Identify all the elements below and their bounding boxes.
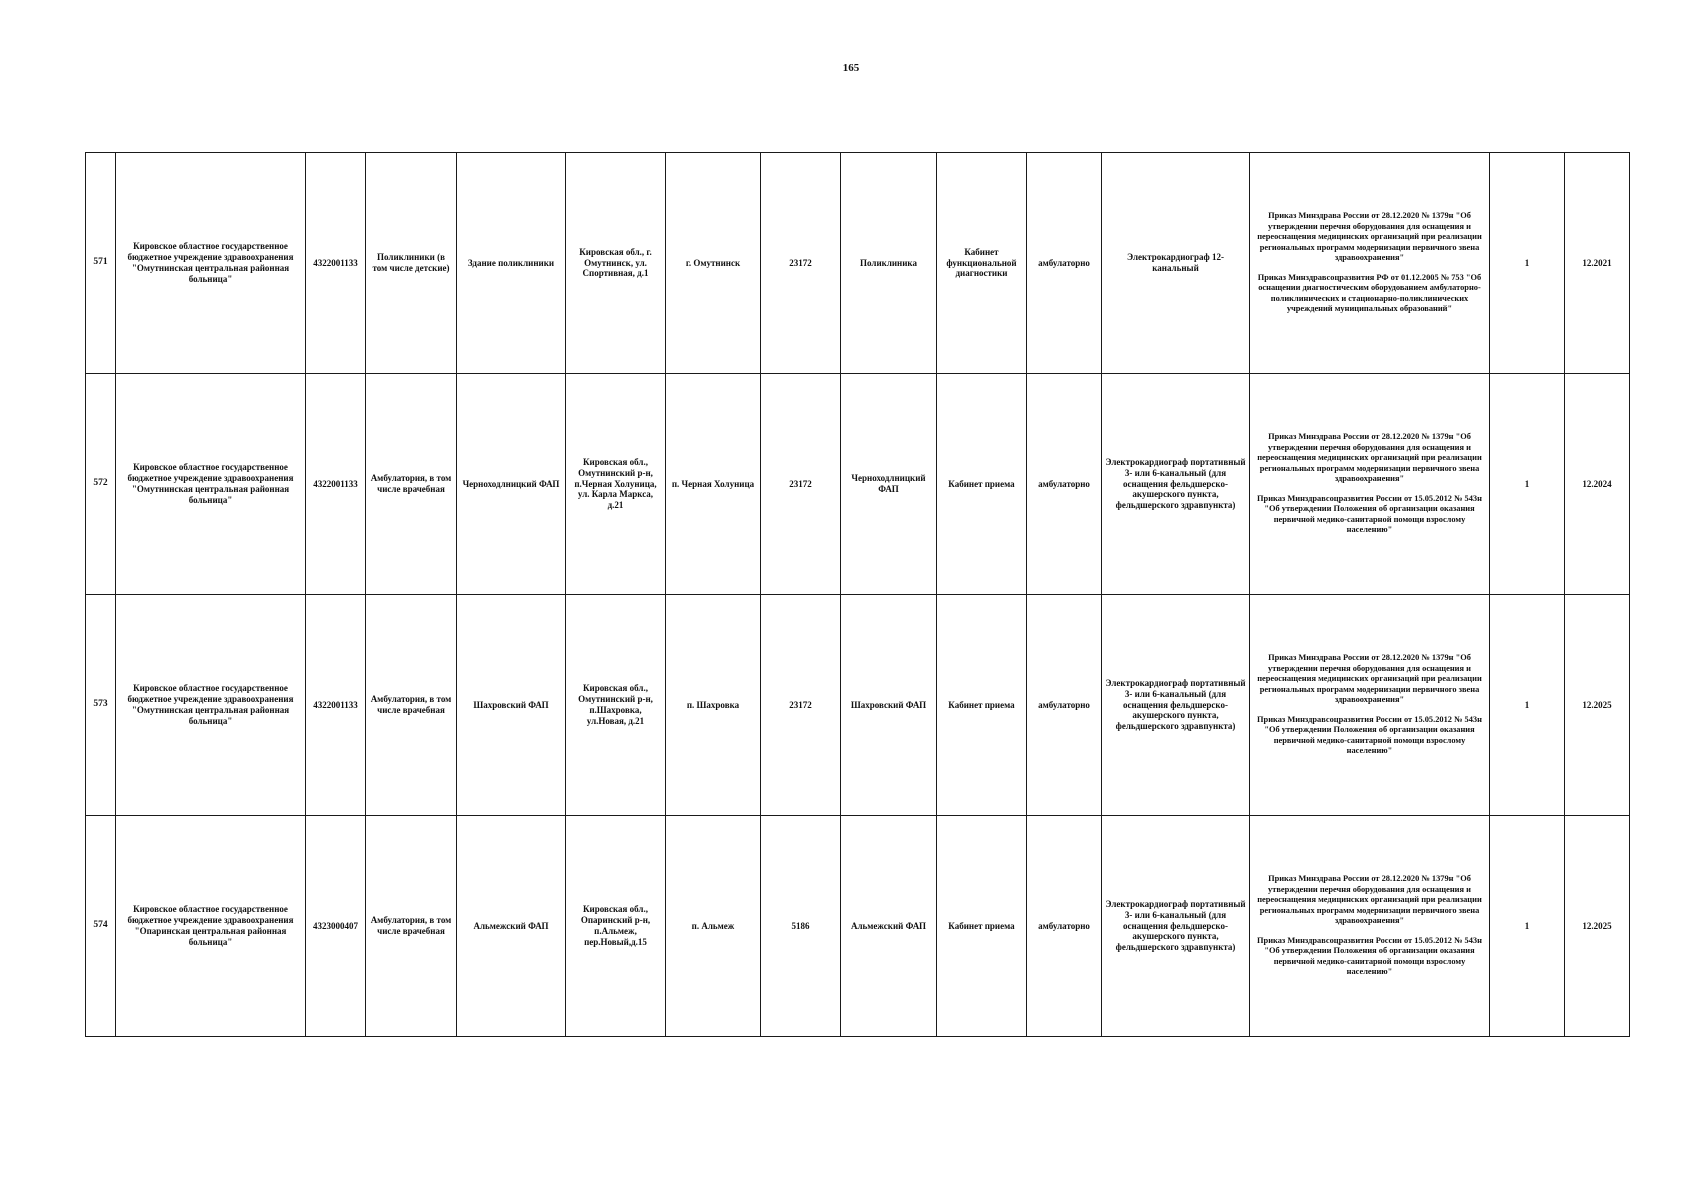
- address-cell: Кировская обл., Опаринский р-н, п.Альмеж, пер.Новый,д.15: [566, 816, 666, 1037]
- population-cell: 23172: [761, 153, 841, 374]
- inn-cell: 4322001133: [306, 374, 366, 595]
- row-number: 572: [86, 374, 116, 595]
- equipment-table: [85, 152, 1630, 1037]
- equipment-cell: Электрокардиограф портативный 3- или 6-канальный (для оснащения фельдшерско-акушерского пункта, фельдшерского здравпункта): [1102, 816, 1250, 1037]
- room-cell: Кабинет приема: [937, 374, 1027, 595]
- care-form-cell: амбулаторно: [1027, 595, 1102, 816]
- quantity-cell: 1: [1490, 374, 1565, 595]
- care-form-cell: амбулаторно: [1027, 153, 1102, 374]
- subdivision-cell: Черноходлницкий ФАП: [841, 374, 937, 595]
- organization-cell: Кировское областное государственное бюджетное учреждение здравоохранения "Омутнинская центральная районная больница": [116, 595, 306, 816]
- population-cell: 23172: [761, 595, 841, 816]
- building-cell: Здание поликлиники: [457, 153, 566, 374]
- population-cell: 5186: [761, 816, 841, 1037]
- building-cell: Шахровский ФАП: [457, 595, 566, 816]
- organization-cell: Кировское областное государственное бюджетное учреждение здравоохранения "Опаринская центральная районная больница": [116, 816, 306, 1037]
- room-cell: Кабинет приема: [937, 595, 1027, 816]
- organization-cell: Кировское областное государственное бюджетное учреждение здравоохранения "Омутнинская центральная районная больница": [116, 374, 306, 595]
- page-number: 165: [842, 62, 860, 74]
- order-1: Приказ Минздрава России от 28.12.2020 № 1379н "Об утверждении перечня оборудования для оснащения и переоснащения медицинских организаций при реализации региональных программ модернизации первичного звена здравоохранения": [1257, 211, 1482, 263]
- population-cell: 23172: [761, 374, 841, 595]
- equipment-cell: Электрокардиограф портативный 3- или 6-канальный (для оснащения фельдшерско-акушерского пункта, фельдшерского здравпункта): [1102, 374, 1250, 595]
- subdivision-cell: Альмежский ФАП: [841, 816, 937, 1037]
- locality-cell: п. Альмеж: [666, 816, 761, 1037]
- subdivision-cell: Шахровский ФАП: [841, 595, 937, 816]
- room-cell: Кабинет функциональной диагностики: [937, 153, 1027, 374]
- table-row: [86, 595, 1630, 816]
- order-1: Приказ Минздрава России от 28.12.2020 № 1379н "Об утверждении перечня оборудования для оснащения и переоснащения медицинских организаций при реализации региональных программ модернизации первичного звена здравоохранения": [1257, 432, 1482, 484]
- order-2: Приказ Минздравсоцразвития России от 15.05.2012 № 543н "Об утверждении Положения об организации оказания первичной медико-санитарной помощи взрослому населению": [1257, 714, 1482, 756]
- locality-cell: г. Омутнинск: [666, 153, 761, 374]
- care-form-cell: амбулаторно: [1027, 374, 1102, 595]
- organization-cell: Кировское областное государственное бюджетное учреждение здравоохранения "Омутнинская центральная районная больница": [116, 153, 306, 374]
- date-cell: 12.2021: [1565, 153, 1630, 374]
- date-cell: 12.2025: [1565, 816, 1630, 1037]
- legal-basis-cell: [1250, 153, 1490, 374]
- date-cell: 12.2024: [1565, 374, 1630, 595]
- date-cell: 12.2025: [1565, 595, 1630, 816]
- row-number: 574: [86, 816, 116, 1037]
- row-number: 571: [86, 153, 116, 374]
- quantity-cell: 1: [1490, 595, 1565, 816]
- equipment-cell: Электрокардиограф портативный 3- или 6-канальный (для оснащения фельдшерско-акушерского пункта, фельдшерского здравпункта): [1102, 595, 1250, 816]
- legal-basis-cell: [1250, 374, 1490, 595]
- order-1: Приказ Минздрава России от 28.12.2020 № 1379н "Об утверждении перечня оборудования для оснащения и переоснащения медицинских организаций при реализации региональных программ модернизации первичного звена здравоохранения": [1257, 653, 1482, 705]
- inn-cell: 4322001133: [306, 153, 366, 374]
- order-2: Приказ Минздравсоцразвития России от 15.05.2012 № 543н "Об утверждении Положения об организации оказания первичной медико-санитарной помощи взрослому населению": [1257, 935, 1482, 977]
- table-row: [86, 816, 1630, 1037]
- subdivision-cell: Поликлиника: [841, 153, 937, 374]
- order-1: Приказ Минздрава России от 28.12.2020 № 1379н "Об утверждении перечня оборудования для оснащения и переоснащения медицинских организаций при реализации региональных программ модернизации первичного звена здравоохранения": [1257, 874, 1482, 926]
- facility-type-cell: Амбулатория, в том числе врачебная: [366, 374, 457, 595]
- quantity-cell: 1: [1490, 816, 1565, 1037]
- locality-cell: п. Шахровка: [666, 595, 761, 816]
- facility-type-cell: Амбулатория, в том числе врачебная: [366, 816, 457, 1037]
- table-row: [86, 153, 1630, 374]
- quantity-cell: 1: [1490, 153, 1565, 374]
- inn-cell: 4322001133: [306, 595, 366, 816]
- order-2: Приказ Минздравсоцразвития РФ от 01.12.2005 № 753 "Об оснащении диагностическим оборудованием амбулаторно-поликлинических и стационарно-поликлинических учреждений муниципальных образований": [1257, 272, 1482, 314]
- facility-type-cell: Поликлиники (в том числе детские): [366, 153, 457, 374]
- legal-basis-cell: [1250, 595, 1490, 816]
- order-2: Приказ Минздравсоцразвития России от 15.05.2012 № 543н "Об утверждении Положения об организации оказания первичной медико-санитарной помощи взрослому населению": [1257, 493, 1482, 535]
- room-cell: Кабинет приема: [937, 816, 1027, 1037]
- locality-cell: п. Черная Холуница: [666, 374, 761, 595]
- care-form-cell: амбулаторно: [1027, 816, 1102, 1037]
- inn-cell: 4323000407: [306, 816, 366, 1037]
- building-cell: Альмежский ФАП: [457, 816, 566, 1037]
- building-cell: Черноходлницкий ФАП: [457, 374, 566, 595]
- legal-basis-cell: [1250, 816, 1490, 1037]
- address-cell: Кировская обл., Омутнинский р-н, п.Шахровка, ул.Новая, д.21: [566, 595, 666, 816]
- address-cell: Кировская обл., г. Омутнинск, ул. Спортивная, д.1: [566, 153, 666, 374]
- facility-type-cell: Амбулатория, в том числе врачебная: [366, 595, 457, 816]
- table-row: [86, 374, 1630, 595]
- address-cell: Кировская обл., Омутнинский р-н, п.Черная Холуница, ул. Карла Маркса, д.21: [566, 374, 666, 595]
- row-number: 573: [86, 595, 116, 816]
- equipment-cell: Электрокардиограф 12-канальный: [1102, 153, 1250, 374]
